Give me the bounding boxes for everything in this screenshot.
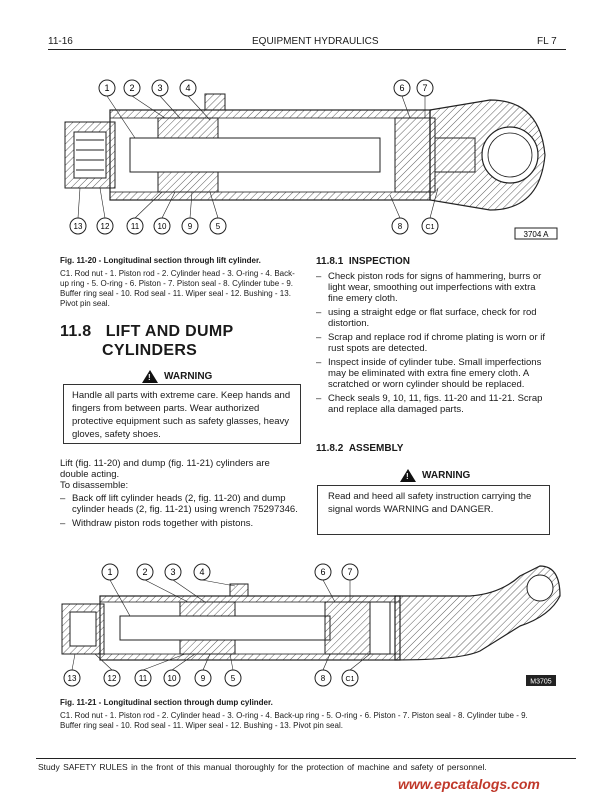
figure-code: 3704 A: [523, 230, 549, 239]
running-title: EQUIPMENT HYDRAULICS: [252, 36, 379, 47]
disassemble-label: To disassemble:: [60, 480, 129, 491]
callout-13: 13: [73, 222, 83, 231]
lift-cylinder-figure: [40, 70, 570, 250]
figure2-caption: [60, 698, 550, 731]
warning-text-2: Read and heed all safety instruction carrying the signal words WARNING and DANGER.: [328, 491, 532, 515]
figure2-caption-title: Fig. 11-21 - Longitudinal section through dump cylinder.: [60, 698, 273, 707]
callout-6: 6: [399, 83, 405, 93]
inspection-number: 11.8.1: [316, 256, 344, 267]
callout-10: 10: [157, 222, 167, 231]
callout-5: 5: [215, 222, 221, 231]
intro-text: [60, 458, 300, 491]
warning-box-1: [63, 384, 301, 444]
warning-triangle-icon: !: [142, 370, 158, 383]
warning-text-1: Handle all parts with extreme care. Keep hands and fingers from between parts. Wear authorized protective equipment such as safety glasses, heavy gloves, safety shoes.: [72, 390, 291, 440]
callout-c1: C1: [425, 224, 435, 231]
footer-rule: [36, 758, 576, 759]
callout-group-bottom-2: [64, 670, 358, 686]
figure1-caption-title: Fig. 11-20 - Longitudinal section through lift cylinder.: [60, 256, 261, 265]
footer-text: Study SAFETY RULES in the front of this manual thoroughly for the protection of machine and safety of personnel.: [38, 762, 487, 772]
figure-code: M3705: [530, 678, 552, 686]
callout-12: 12: [100, 222, 110, 231]
callout-6: 6: [320, 567, 326, 577]
figure2-caption-body: C1. Rod nut - 1. Piston rod - 2. Cylinder head - 3. O-ring - 4. Back-up ring - 5. O-ring - 6. Piston - 7. Piston seal - 8. Cylinder tube - 9. Buffer ring seal - 10. Rod seal - 11. Wiper seal - 12. Bushing - 13. Pivot pin seal.: [60, 711, 528, 730]
inspection-item: – Inspect inside of cylinder tube. Small imperfections may be eliminated with extra fine emery cloth. A scratched or worn cylinder should be replaced.: [316, 357, 542, 390]
callout-3: 3: [157, 83, 163, 93]
callout-4: 4: [185, 83, 191, 93]
disassembly-step: – Back off lift cylinder heads (2, fig. 11-20) and dump cylinder heads (2, fig. 11-21) using wrench 75297346.: [60, 493, 298, 515]
callout-4: 4: [199, 567, 205, 577]
assembly-number: 11.8.2: [316, 443, 344, 454]
callout-12: 12: [107, 674, 117, 683]
callout-group-top-2: [102, 564, 358, 580]
header-rule: [48, 49, 566, 50]
callout-7: 7: [422, 83, 428, 93]
callout-10: 10: [167, 674, 177, 683]
section-title-line1: LIFT AND DUMP: [105, 323, 234, 340]
inspection-item: – Check piston rods for signs of hammering, burrs or light wear, smoothing out imperfections with extra fine emery cloth.: [316, 271, 542, 304]
inspection-item: – Check seals 9, 10, 11, figs. 11-20 and 11-21. Scrap and replace alla damaged parts.: [316, 393, 543, 415]
inspection-list: [316, 271, 552, 418]
assembly-heading: [316, 443, 403, 454]
callout-5: 5: [230, 674, 236, 683]
callout-11: 11: [138, 674, 148, 683]
callout-8: 8: [397, 222, 403, 231]
warning-box-2: [317, 485, 550, 535]
section-number: 11.8: [60, 323, 92, 340]
figure1-caption-body: C1. Rod nut - 1. Piston rod - 2. Cylinder head - 3. O-ring - 4. Back-up ring - 5. O-ring - 6. Piston - 7. Piston seal - 8. Cylinder tube - 9. Buffer ring seal - 10. Rod seal - 11. Wiper seal - 12. Bushing - 13. Pivot pin seal.: [60, 269, 295, 308]
callout-3: 3: [170, 567, 176, 577]
disassembly-step: – Withdraw piston rods together with pistons.: [60, 518, 254, 529]
callout-1: 1: [104, 83, 110, 93]
section-11-8-heading: [60, 322, 233, 360]
inspection-item: – using a straight edge or flat surface, check for rod distortion.: [316, 307, 537, 329]
warning-heading-2: [400, 469, 470, 482]
callout-7: 7: [347, 567, 353, 577]
inspection-heading: [316, 256, 410, 267]
model-label: FL 7: [537, 36, 557, 47]
disassembly-steps: [60, 493, 300, 532]
section-title-line2: CYLINDERS: [102, 342, 198, 359]
callout-11: 11: [130, 222, 140, 231]
assembly-title: ASSEMBLY: [348, 443, 404, 454]
intro-paragraph: Lift (fig. 11-20) and dump (fig. 11-21) cylinders are double acting.: [60, 458, 270, 480]
callout-c1: C1: [345, 676, 355, 683]
callout-9: 9: [187, 222, 193, 231]
warning-label-2: WARNING: [422, 470, 471, 481]
figure1-caption: [60, 256, 300, 309]
dump-cylinder-figure: [40, 556, 570, 696]
callout-2: 2: [142, 567, 148, 577]
callout-1: 1: [107, 567, 113, 577]
warning-triangle-icon: !: [400, 469, 416, 482]
warning-label-1: WARNING: [164, 371, 213, 382]
inspection-title: INSPECTION: [348, 256, 410, 267]
callout-2: 2: [129, 83, 135, 93]
callout-group-top: [99, 80, 433, 96]
warning-heading-1: [142, 370, 212, 383]
callout-13: 13: [67, 674, 77, 683]
watermark: www.epcatalogs.com: [398, 776, 540, 792]
page-number: 11-16: [48, 36, 73, 47]
callout-9: 9: [200, 674, 206, 683]
callout-8: 8: [320, 674, 326, 683]
inspection-item: – Scrap and replace rod if chrome plating is worn or if rust spots are detected.: [316, 332, 546, 354]
callout-group-bottom: [70, 218, 438, 234]
